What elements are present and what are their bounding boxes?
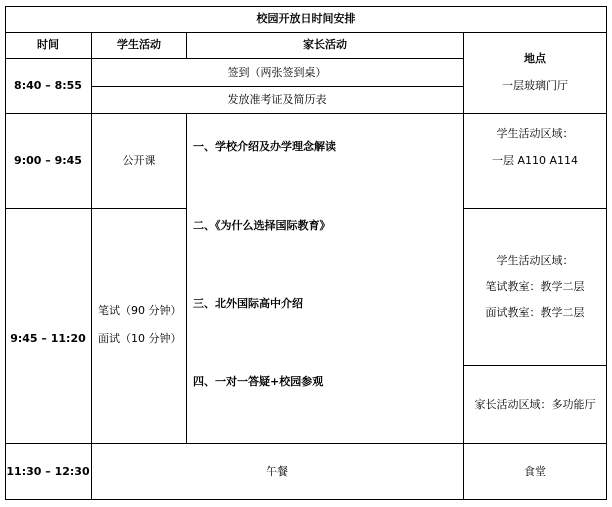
lunch-activity: 午餐 xyxy=(266,465,288,478)
header-location: 地点 xyxy=(524,52,546,65)
time-signin: 8:40 – 8:55 xyxy=(14,79,82,92)
location-interview-room: 面试教室：教学二层 xyxy=(485,306,585,319)
time-lunch: 11:30 – 12:30 xyxy=(6,465,90,478)
student-interview: 面试（10 分钟） xyxy=(98,332,182,345)
header-student-activity: 学生活动 xyxy=(117,38,161,51)
parent-activity-3: 三、北外国际高中介绍 xyxy=(193,297,303,310)
location-written-room: 笔试教室：教学二层 xyxy=(485,280,585,293)
parent-activity-1: 一、学校介绍及办学理念解读 xyxy=(193,140,336,153)
location-student-label-2: 学生活动区域： xyxy=(496,254,574,267)
parent-activity-2: 二、《为什么选择国际教育》 xyxy=(193,219,331,232)
distribute-text: 发放准考证及简历表 xyxy=(227,93,327,106)
time-morning2: 9:45 – 11:20 xyxy=(10,332,86,345)
location-rooms-1: 一层 A110 A114 xyxy=(491,154,579,167)
header-time: 时间 xyxy=(37,38,59,51)
location-parent-area: 家长活动区域：多功能厅 xyxy=(474,398,596,411)
student-open-class: 公开课 xyxy=(122,154,156,167)
student-written-exam: 笔试（90 分钟） xyxy=(98,304,182,317)
lunch-location: 食堂 xyxy=(524,465,546,478)
page-title: 校园开放日时间安排 xyxy=(256,12,356,25)
time-morning1: 9:00 – 9:45 xyxy=(14,154,82,167)
location-student-label-1: 学生活动区域： xyxy=(496,127,574,140)
header-parent-activity: 家长活动 xyxy=(303,38,347,51)
signin-text: 签到（两张签到桌） xyxy=(227,66,327,79)
location-signin: 一层玻璃门厅 xyxy=(502,79,568,92)
parent-activity-4: 四、一对一答疑+校园参观 xyxy=(193,375,324,388)
